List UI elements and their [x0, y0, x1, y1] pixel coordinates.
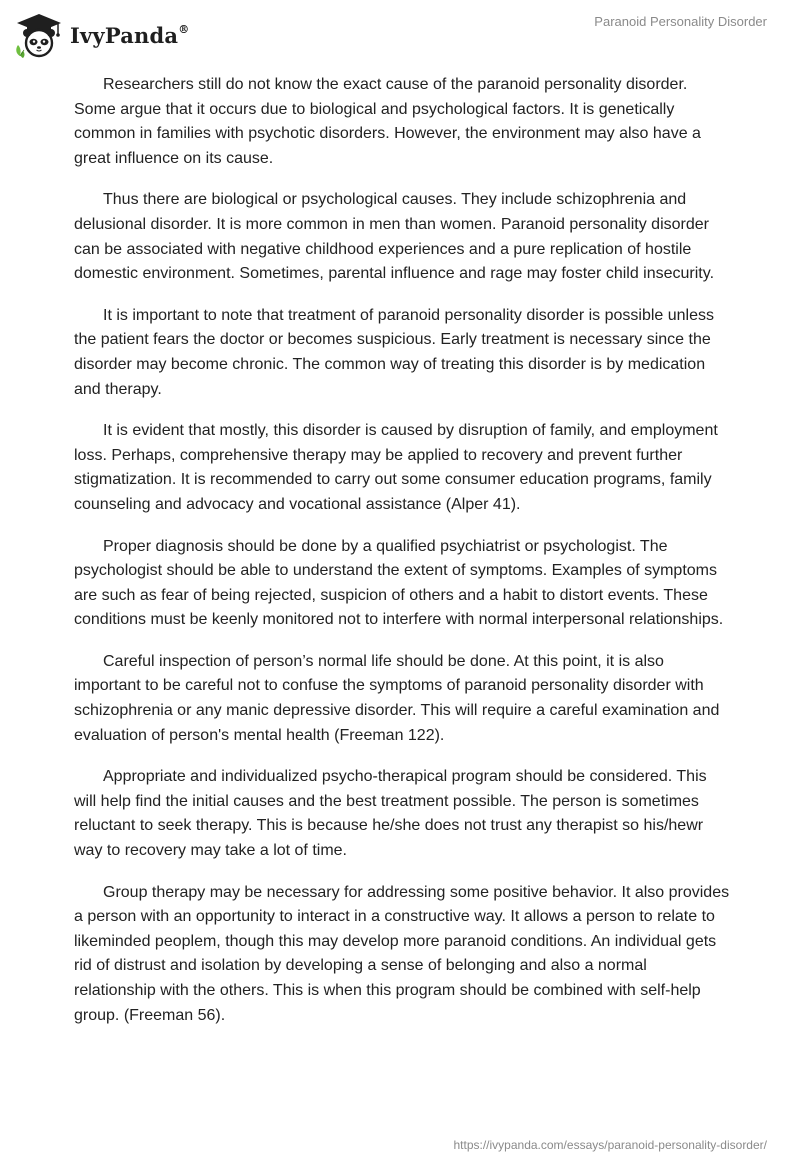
registered-mark: ® [178, 22, 190, 36]
paragraph: Appropriate and individualized psycho-therapical program should be considered. This will help find the initial causes and the best treatment possible. The person is sometimes reluctant to seek therapy. This is because he/she does not trust any therapist so his/hewr way to recovery may take a lot of time. [74, 768, 707, 860]
paragraph: Researchers still do not know the exact cause of the paranoid personality disorder. Some argue that it occurs due to biological and psychological factors. It is genetically common in families with psychotic disorders. However, the environment may also have a great influence on its cause. [74, 76, 701, 167]
paragraph: Thus there are biological or psychological causes. They include schizophrenia and delusional disorder. It is more common in men than women. Paranoid personality disorder can be associated with negative childhood experiences and a pure replication of hostile domestic environment. Sometimes, parental influence and rage may foster child insecurity. [74, 191, 715, 283]
paragraph: Group therapy may be necessary for addressing some positive behavior. It also provides a person with an opportunity to interact in a constructive way. It allows a person to relate to likeminded peoplem, though this may develop more paranoid conditions. An individual gets rid of distrust and isolation by developing a sense of belonging and also a normal relationship with the others. This is when this program should be combined with self-help group. (Freeman 56). [74, 883, 730, 1024]
brand-text: IvyPanda [70, 22, 179, 48]
page-header [0, 0, 800, 70]
panda-graduate-icon [14, 12, 64, 58]
source-url-link[interactable]: https://ivypanda.com/essays/paranoid-personality-disorder/ [453, 1138, 767, 1152]
essay-body [74, 73, 730, 1045]
paragraph: It is evident that mostly, this disorder is caused by disruption of family, and employment loss. Perhaps, comprehensive therapy may be applied to recovery and prevent further stigmatization. It is recommended to carry out some consumer education programs, family counseling and advocacy and vocational assistance (Alper 41). [74, 422, 718, 513]
paragraph: Proper diagnosis should be done by a qualified psychiatrist or psychologist. The psychologist should be able to understand the extent of symptoms. Examples of symptoms are such as fear of being rejected, suspicion of others and a habit to distort events. These conditions must be keenly monitored not to interfere with normal interpersonal relationships. [74, 537, 724, 629]
brand-name [70, 23, 189, 48]
ivypanda-logo[interactable] [14, 10, 189, 60]
paragraph: Careful inspection of person’s normal life should be done. At this point, it is also important to be careful not to confuse the symptoms of paranoid personality disorder with schizophrenia or any manic depressive disorder. This will require a careful examination and evaluation of person's mental health (Freeman 122). [74, 652, 720, 744]
paragraph: It is important to note that treatment of paranoid personality disorder is possible unless the patient fears the doctor or becomes suspicious. Early treatment is necessary since the disorder may become chronic. The common way of treating this disorder is by medication and therapy. [74, 306, 714, 398]
document-title: Paranoid Personality Disorder [594, 14, 767, 29]
